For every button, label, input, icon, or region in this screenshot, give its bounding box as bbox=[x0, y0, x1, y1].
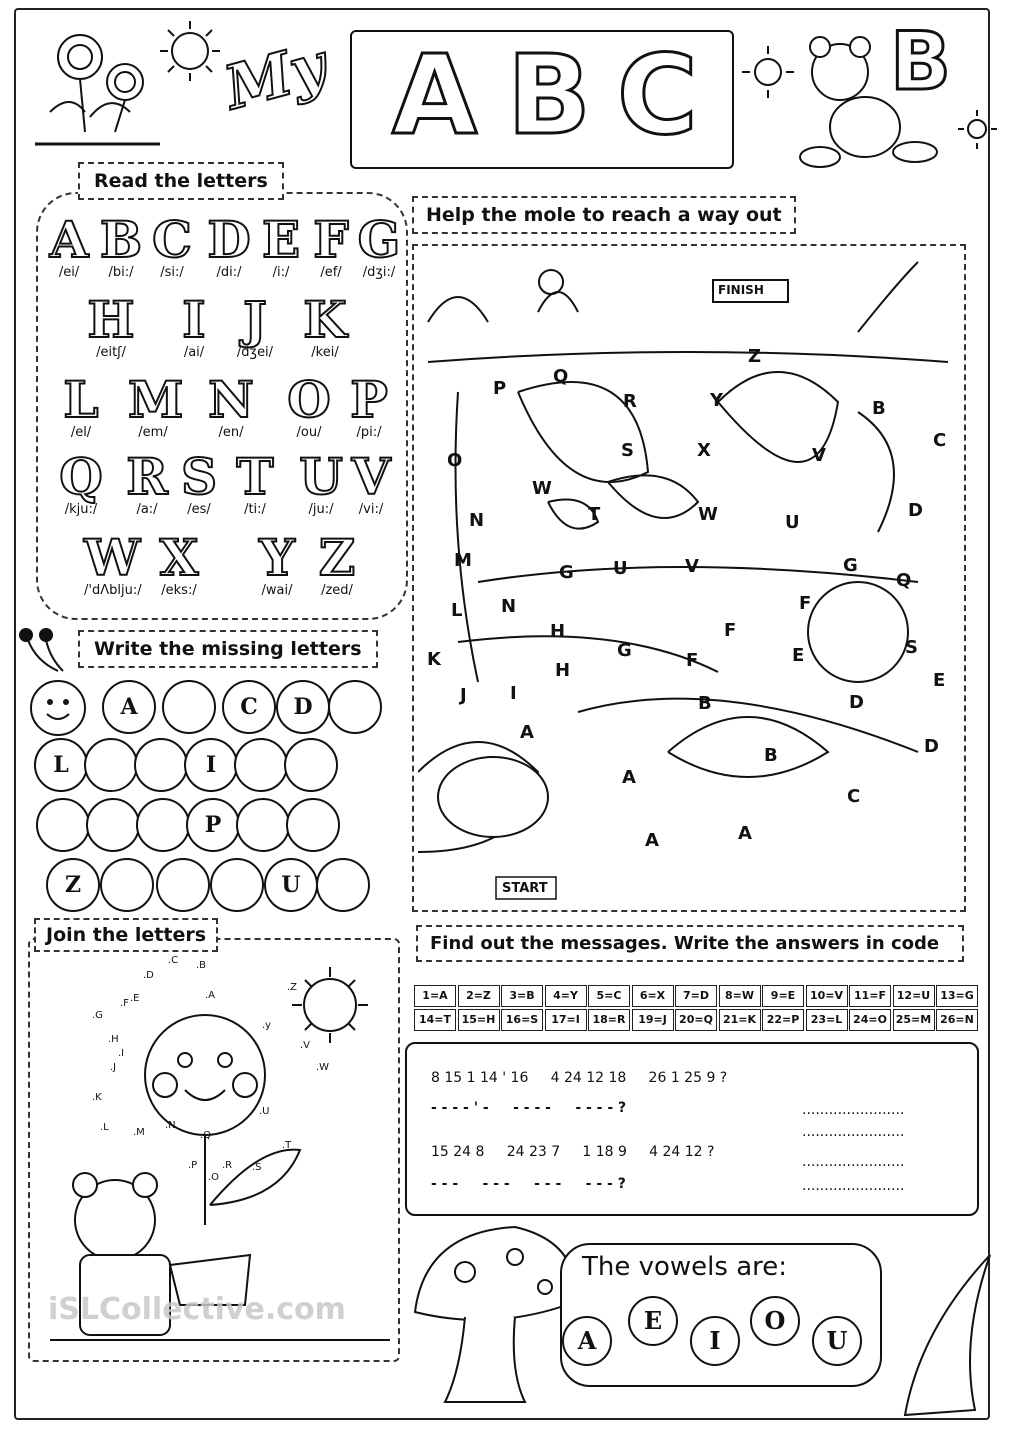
alphabet-cell bbox=[300, 290, 350, 360]
alphabet-cell bbox=[169, 290, 219, 360]
messages-label: Find out the messages. Write the answers in code bbox=[416, 925, 964, 962]
alphabet-cell bbox=[56, 447, 106, 517]
maze-letter: B bbox=[764, 745, 778, 766]
caterpillar-blank-circle[interactable] bbox=[316, 858, 370, 912]
maze-illustration bbox=[418, 252, 958, 902]
maze-letter: O bbox=[447, 450, 463, 471]
message-2-blanks: - - - - - - - - - - - - ? bbox=[431, 1176, 626, 1192]
caterpillar-letter-circle: D bbox=[276, 680, 330, 734]
alphabet-cell bbox=[44, 210, 94, 280]
code-cell: 10=V bbox=[806, 985, 848, 1007]
alphabet-phonetic: /ai/ bbox=[183, 345, 205, 360]
maze-letter: F bbox=[799, 593, 812, 614]
maze-letter: S bbox=[905, 637, 918, 658]
caterpillar-letter-circle: P bbox=[186, 798, 240, 852]
maze-letter: W bbox=[532, 478, 552, 499]
maze-letter: Q bbox=[553, 366, 569, 387]
flowers-illustration bbox=[30, 22, 170, 152]
caterpillar-antenna-icon bbox=[18, 626, 68, 676]
maze-letter: D bbox=[908, 500, 923, 521]
maze-letter: J bbox=[460, 685, 467, 706]
my-title: My bbox=[217, 30, 334, 124]
alphabet-phonetic: /dʒei/ bbox=[236, 345, 274, 360]
alphabet-phonetic: /i:/ bbox=[272, 265, 290, 280]
alphabet-letter: F bbox=[313, 210, 349, 269]
code-cell: 20=Q bbox=[675, 1009, 717, 1031]
missing-letters-label: Write the missing letters bbox=[78, 630, 378, 668]
alphabet-letter: D bbox=[207, 210, 251, 269]
alphabet-letter: S bbox=[180, 447, 218, 506]
code-cell: 7=D bbox=[675, 985, 717, 1007]
alphabet-letter: W bbox=[84, 528, 141, 587]
join-dot-letter: .Z bbox=[287, 982, 298, 993]
alphabet-letter: X bbox=[159, 528, 199, 587]
alphabet-phonetic: /kei/ bbox=[311, 345, 339, 360]
caterpillar-blank-circle[interactable] bbox=[162, 680, 216, 734]
code-cell: 3=B bbox=[501, 985, 543, 1007]
code-cell: 11=F bbox=[849, 985, 891, 1007]
join-dot-letter: .Q bbox=[200, 1130, 212, 1141]
alphabet-phonetic: /ef/ bbox=[320, 265, 342, 280]
alphabet-phonetic: /ei/ bbox=[58, 265, 80, 280]
maze-letter: V bbox=[685, 556, 699, 577]
code-cell: 18=R bbox=[588, 1009, 630, 1031]
caterpillar bbox=[28, 680, 408, 920]
caterpillar-blank-circle[interactable] bbox=[284, 738, 338, 792]
join-dot-letter: .V bbox=[300, 1040, 311, 1051]
vowel-sun: I bbox=[690, 1316, 740, 1366]
vowels-title: The vowels are: bbox=[582, 1252, 788, 1282]
join-dot-letter: .A bbox=[205, 990, 216, 1001]
maze-letter: P bbox=[493, 378, 507, 399]
message-2-answer-2: ....................... bbox=[802, 1178, 905, 1194]
code-cell: 23=L bbox=[806, 1009, 848, 1031]
code-cell: 12=U bbox=[893, 985, 935, 1007]
maze-letter: T bbox=[588, 504, 601, 525]
vowel-sun: A bbox=[562, 1316, 612, 1366]
caterpillar-blank-circle[interactable] bbox=[134, 738, 188, 792]
alphabet-letter: G bbox=[357, 210, 401, 269]
join-dot-letter: .D bbox=[143, 970, 154, 981]
alphabet-cell bbox=[174, 447, 224, 517]
alphabet-cell bbox=[154, 528, 204, 598]
code-cell: 15=H bbox=[458, 1009, 500, 1031]
alphabet-cell bbox=[230, 447, 280, 517]
alphabet-cell bbox=[354, 210, 404, 280]
code-cell: 5=C bbox=[588, 985, 630, 1007]
join-dot-letter: .K bbox=[92, 1092, 102, 1103]
vowel-sun: O bbox=[750, 1296, 800, 1346]
join-dot-letter: .P bbox=[188, 1160, 198, 1171]
maze-letter: Y bbox=[710, 390, 724, 411]
page-curl-icon bbox=[900, 1250, 995, 1420]
code-cell: 26=N bbox=[936, 1009, 978, 1031]
abc-scroll bbox=[350, 30, 734, 169]
code-cell: 14=T bbox=[414, 1009, 456, 1031]
maze-letter: M bbox=[454, 550, 472, 571]
read-letters-label: Read the letters bbox=[78, 162, 284, 200]
alphabet-phonetic: /dʒi:/ bbox=[362, 265, 396, 280]
code-cell: 2=Z bbox=[458, 985, 500, 1007]
alphabet-phonetic: /a:/ bbox=[136, 502, 158, 517]
maze-letter: N bbox=[501, 596, 517, 617]
alphabet-letter: V bbox=[351, 447, 391, 506]
sun-icon bbox=[150, 16, 230, 86]
caterpillar-letter-circle: U bbox=[264, 858, 318, 912]
alphabet-cell bbox=[306, 210, 356, 280]
message-2-answer: ....................... bbox=[802, 1154, 905, 1170]
maze-letter: C bbox=[847, 786, 861, 807]
caterpillar-letter-circle: L bbox=[34, 738, 88, 792]
alphabet-letter: J bbox=[243, 290, 267, 349]
join-dot-letter: .y bbox=[262, 1020, 272, 1031]
maze-letter: C bbox=[933, 430, 947, 451]
alphabet-letter: N bbox=[208, 370, 254, 429]
code-cell: 8=W bbox=[719, 985, 761, 1007]
alphabet-letter: L bbox=[63, 370, 99, 429]
caterpillar-blank-circle[interactable] bbox=[86, 798, 140, 852]
alphabet-phonetic: /ti:/ bbox=[244, 502, 266, 517]
maze-letter: S bbox=[621, 440, 634, 461]
alphabet-letter: I bbox=[182, 290, 206, 349]
maze-letter: E bbox=[792, 645, 805, 666]
alphabet-phonetic: /eks:/ bbox=[161, 583, 197, 598]
maze-letter: I bbox=[510, 683, 517, 704]
maze-letter: B bbox=[698, 693, 712, 714]
code-cell: 13=G bbox=[936, 985, 978, 1007]
caterpillar-letter-circle: Z bbox=[46, 858, 100, 912]
alphabet-phonetic: /es/ bbox=[187, 502, 211, 517]
join-letters-label: Join the letters bbox=[34, 918, 218, 952]
alphabet-cell bbox=[346, 447, 396, 517]
code-cell: 24=O bbox=[849, 1009, 891, 1031]
code-cell: 4=Y bbox=[545, 985, 587, 1007]
join-dot-letter: .T bbox=[282, 1140, 292, 1151]
alphabet-phonetic: /en/ bbox=[218, 425, 244, 440]
alphabet-letter: Y bbox=[259, 528, 295, 587]
caterpillar-blank-circle[interactable] bbox=[136, 798, 190, 852]
maze-letter: F bbox=[686, 650, 699, 671]
alphabet-cell bbox=[204, 210, 254, 280]
alphabet-cell bbox=[284, 370, 334, 440]
scroll-letter-b: B bbox=[507, 31, 591, 159]
alphabet-letter: T bbox=[236, 447, 274, 506]
maze-letter: L bbox=[451, 600, 463, 621]
maze-letter: E bbox=[933, 670, 946, 691]
join-dot-letter: .E bbox=[130, 993, 140, 1004]
mushroom-illustration bbox=[405, 1222, 585, 1412]
alphabet-letter: Q bbox=[59, 447, 103, 506]
alphabet-letter: H bbox=[87, 290, 135, 349]
alphabet-cell bbox=[296, 447, 346, 517]
alphabet-letter: O bbox=[287, 370, 331, 429]
maze-letter: N bbox=[469, 510, 485, 531]
maze-letter: G bbox=[559, 562, 574, 583]
message-1-code: 8 15 1 14 ' 16 4 24 12 18 26 1 25 9 ? bbox=[431, 1070, 728, 1086]
join-dot-letter: .B bbox=[196, 960, 207, 971]
maze-letter: B bbox=[872, 398, 886, 419]
join-dot-letter: .O bbox=[208, 1172, 220, 1183]
join-dot-letter: .F bbox=[120, 998, 129, 1009]
caterpillar-face-icon bbox=[30, 680, 86, 736]
alphabet-phonetic: /eitʃ/ bbox=[96, 345, 126, 360]
alphabet-phonetic: /zed/ bbox=[321, 583, 353, 598]
alphabet-phonetic: /ou/ bbox=[296, 425, 322, 440]
alphabet-phonetic: /vi:/ bbox=[358, 502, 384, 517]
alphabet-letter: Z bbox=[318, 528, 356, 587]
alphabet-phonetic: /kju:/ bbox=[64, 502, 98, 517]
maze-letter: X bbox=[697, 440, 711, 461]
maze-letter: H bbox=[550, 621, 566, 642]
code-cell: 19=J bbox=[632, 1009, 674, 1031]
caterpillar-blank-circle[interactable] bbox=[236, 798, 290, 852]
join-dot-letter: .L bbox=[100, 1122, 109, 1133]
join-dot-letter: .N bbox=[165, 1120, 176, 1131]
caterpillar-blank-circle[interactable] bbox=[234, 738, 288, 792]
maze-letter: D bbox=[924, 736, 939, 757]
caterpillar-letter-circle: I bbox=[184, 738, 238, 792]
join-dot-letter: .C bbox=[168, 955, 179, 966]
alphabet-cell bbox=[84, 528, 142, 598]
maze-letter: A bbox=[645, 830, 659, 851]
caterpillar-blank-circle[interactable] bbox=[100, 858, 154, 912]
alphabet-phonetic: /ju:/ bbox=[308, 502, 334, 517]
alphabet-phonetic: /pi:/ bbox=[356, 425, 382, 440]
maze-letter: G bbox=[843, 555, 858, 576]
maze-letter: A bbox=[622, 767, 636, 788]
alphabet-cell bbox=[230, 290, 280, 360]
caterpillar-letter-circle: C bbox=[222, 680, 276, 734]
maze-letter: G bbox=[617, 640, 632, 661]
join-dot-letter: .I bbox=[118, 1048, 125, 1059]
alphabet-letter: P bbox=[350, 370, 388, 429]
sun-icon bbox=[955, 107, 1000, 152]
caterpillar-blank-circle[interactable] bbox=[36, 798, 90, 852]
alphabet-letter: E bbox=[261, 210, 301, 269]
alphabet-phonetic: /di:/ bbox=[216, 265, 242, 280]
finish-sign: FINISH bbox=[718, 283, 764, 297]
maze-letter: U bbox=[613, 558, 628, 579]
mole-label: Help the mole to reach a way out bbox=[412, 196, 796, 234]
join-dot-letter: .M bbox=[133, 1127, 145, 1138]
alphabet-phonetic: /si:/ bbox=[160, 265, 184, 280]
caterpillar-blank-circle[interactable] bbox=[84, 738, 138, 792]
message-1-answer: ....................... bbox=[802, 1102, 905, 1118]
maze-letter: Z bbox=[748, 346, 762, 367]
caterpillar-blank-circle[interactable] bbox=[156, 858, 210, 912]
alphabet-cell bbox=[344, 370, 394, 440]
maze-letter: F bbox=[724, 620, 737, 641]
alphabet-phonetic: /bi:/ bbox=[108, 265, 134, 280]
corner-letter-b: B bbox=[890, 15, 951, 108]
maze-letter: V bbox=[812, 445, 826, 466]
sun-icon bbox=[738, 42, 798, 102]
caterpillar-blank-circle[interactable] bbox=[210, 858, 264, 912]
code-cell: 22=P bbox=[762, 1009, 804, 1031]
code-cell: 16=S bbox=[501, 1009, 543, 1031]
maze-letter: W bbox=[698, 504, 718, 525]
alphabet-cell bbox=[86, 290, 136, 360]
maze-letter: A bbox=[738, 823, 752, 844]
maze-letter: H bbox=[555, 660, 571, 681]
alphabet-cell bbox=[256, 210, 306, 280]
maze-letter: K bbox=[427, 649, 441, 670]
code-cell: 9=E bbox=[762, 985, 804, 1007]
caterpillar-blank-circle[interactable] bbox=[286, 798, 340, 852]
join-dot-letter: .R bbox=[222, 1160, 233, 1171]
join-dot-letter: .H bbox=[108, 1034, 119, 1045]
alphabet-cell bbox=[206, 370, 256, 440]
vowel-sun: E bbox=[628, 1296, 678, 1346]
maze-letter: U bbox=[785, 512, 800, 533]
join-dot-letter: .G bbox=[92, 1010, 103, 1021]
alphabet-cell bbox=[96, 210, 146, 280]
alphabet-letter: K bbox=[303, 290, 347, 349]
alphabet-cell bbox=[122, 447, 172, 517]
join-dot-letter: .U bbox=[259, 1106, 270, 1117]
maze-letter: R bbox=[623, 391, 637, 412]
join-dot-letter: .J bbox=[110, 1062, 117, 1073]
alphabet-letter: M bbox=[128, 370, 184, 429]
scroll-letter-a: A bbox=[392, 31, 478, 159]
code-cell: 1=A bbox=[414, 985, 456, 1007]
alphabet-letter: U bbox=[299, 447, 343, 506]
maze-letter: D bbox=[849, 692, 864, 713]
maze-letter: Q bbox=[896, 570, 912, 591]
code-cell: 25=M bbox=[893, 1009, 935, 1031]
alphabet-letter: C bbox=[152, 210, 192, 269]
alphabet-phonetic: /em/ bbox=[138, 425, 168, 440]
message-2-code: 15 24 8 24 23 7 1 18 9 4 24 12 ? bbox=[431, 1144, 715, 1160]
start-sign: START bbox=[502, 881, 548, 896]
header bbox=[20, 12, 1000, 172]
alphabet-phonetic: /wai/ bbox=[261, 583, 293, 598]
alphabet-letter: A bbox=[49, 210, 89, 269]
alphabet-cell bbox=[312, 528, 362, 598]
message-1-blanks: - - - - ' - - - - - - - - - ? bbox=[431, 1100, 627, 1116]
maze-letter: A bbox=[520, 722, 534, 743]
vowel-sun: U bbox=[812, 1316, 862, 1366]
code-cell: 6=X bbox=[632, 985, 674, 1007]
scroll-letter-c: C bbox=[617, 31, 698, 159]
code-cell: 21=K bbox=[719, 1009, 761, 1031]
join-dot-letter: .S bbox=[252, 1162, 262, 1173]
message-1-answer-2: ....................... bbox=[802, 1124, 905, 1140]
watermark: iSLCollective.com bbox=[48, 1292, 346, 1327]
alphabet-phonetic: /'dΛblju:/ bbox=[84, 583, 142, 598]
alphabet-cell bbox=[56, 370, 106, 440]
alphabet-cell bbox=[147, 210, 197, 280]
alphabet-phonetic: /el/ bbox=[70, 425, 92, 440]
alphabet-cell bbox=[128, 370, 184, 440]
caterpillar-letter-circle: A bbox=[102, 680, 156, 734]
alphabet-letter: R bbox=[126, 447, 168, 506]
caterpillar-blank-circle[interactable] bbox=[328, 680, 382, 734]
message-scroll bbox=[405, 1042, 979, 1216]
alphabet-letter: B bbox=[99, 210, 143, 269]
alphabet-cell bbox=[252, 528, 302, 598]
join-dot-letter: .W bbox=[316, 1062, 330, 1073]
code-cell: 17=I bbox=[545, 1009, 587, 1031]
